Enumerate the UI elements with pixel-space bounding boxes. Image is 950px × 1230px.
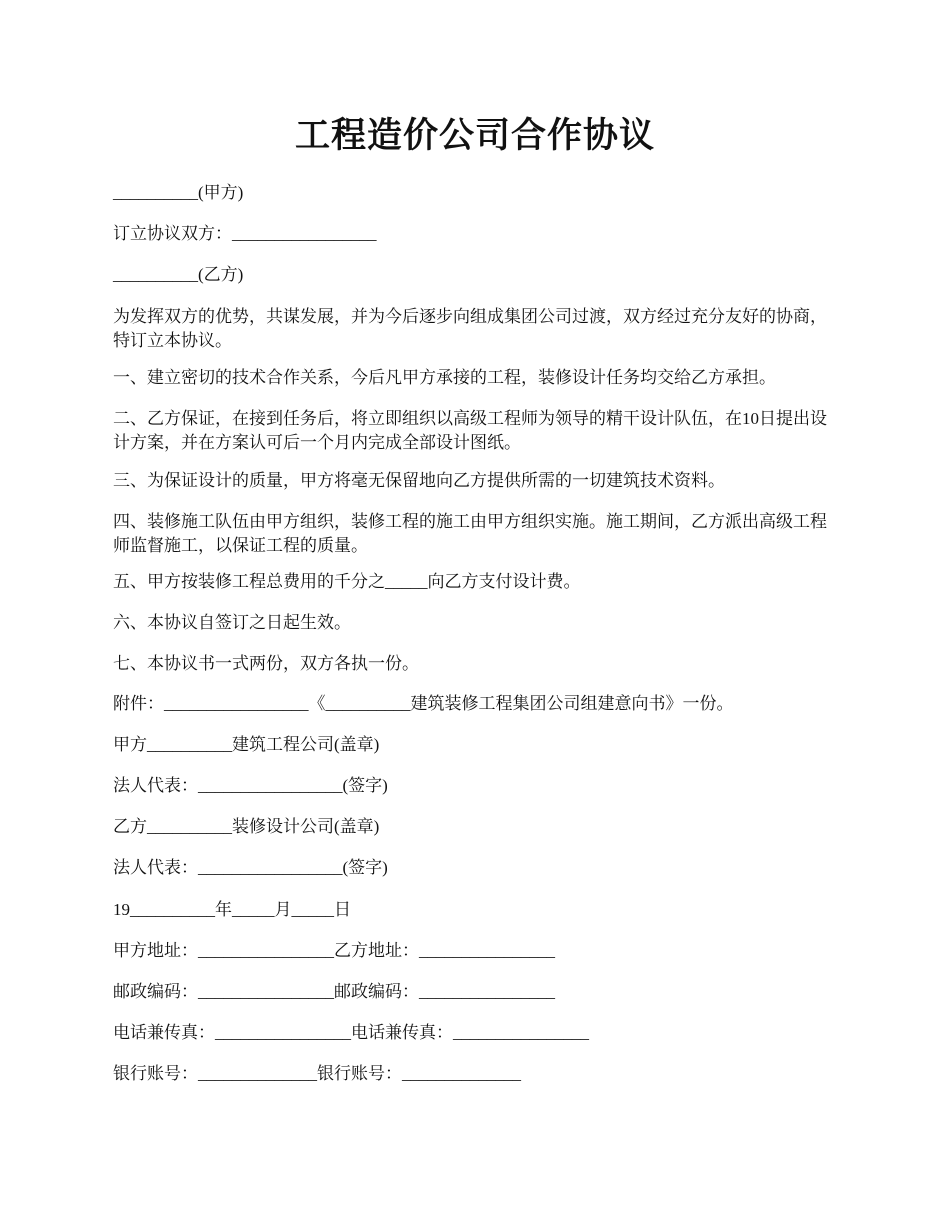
party-a-line: __________(甲方) [113,183,244,202]
clause-5: 五、甲方按装修工程总费用的千分之_____向乙方支付设计费。 [113,572,581,591]
party-b-representative-line: 法人代表：_________________(签字) [113,858,388,877]
clause-7: 七、本协议书一式两份，双方各执一份。 [113,654,419,673]
clause-3: 三、为保证设计的质量，甲方将毫无保留地向乙方提供所需的一切建筑技术资料。 [113,471,725,490]
attachment-line: 附件：_________________《__________建筑装修工程集团公司组建意向书》一份。 [113,694,734,713]
phone-fax-line: 电话兼传真：________________电话兼传真：________________ [113,1023,589,1042]
party-a-seal-line: 甲方__________建筑工程公司(盖章) [113,735,380,754]
clause-2: 二、乙方保证，在接到任务后，将立即组织以高级工程师为领导的精干设计队伍，在10日提出设计方案，并在方案认可后一个月内完成全部设计图纸。 [113,409,827,452]
date-line: 19__________年_____月_____日 [113,900,351,919]
postal-code-line: 邮政编码：________________邮政编码：________________ [113,982,555,1001]
clause-6: 六、本协议自签订之日起生效。 [113,613,351,632]
preamble-paragraph: 为发挥双方的优势，共谋发展，并为今后逐步向组成集团公司过渡，双方经过充分友好的协商，特订立本协议。 [113,307,827,350]
document-title: 工程造价公司合作协议 [294,116,655,155]
clause-4: 四、装修施工队伍由甲方组织，装修工程的施工由甲方组织实施。施工期间，乙方派出高级工程师监督施工，以保证工程的质量。 [113,512,827,555]
clause-1: 一、建立密切的技术合作关系，今后凡甲方承接的工程，装修设计任务均交给乙方承担。 [113,368,776,387]
bank-account-line: 银行账号：______________银行账号：______________ [113,1064,521,1083]
agreement-parties-line: 订立协议双方：_________________ [113,224,377,243]
party-b-line: __________(乙方) [113,265,244,284]
party-a-representative-line: 法人代表：_________________(签字) [113,776,388,795]
party-b-seal-line: 乙方__________装修设计公司(盖章) [113,817,380,836]
address-line: 甲方地址：________________乙方地址：________________ [113,941,555,960]
